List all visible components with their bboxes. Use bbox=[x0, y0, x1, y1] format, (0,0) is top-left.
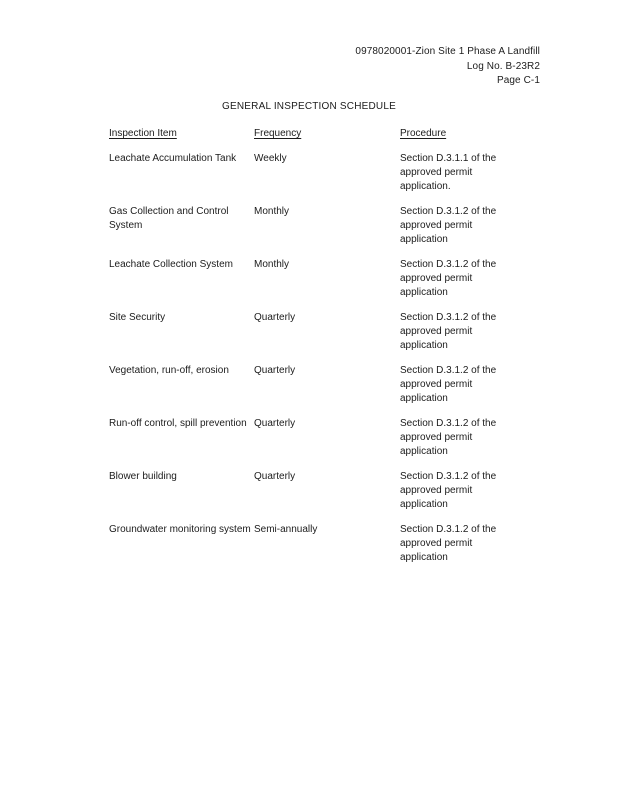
procedure-cell: Section D.3.1.2 of the approved permit application bbox=[400, 259, 497, 299]
column-header-frequency: Frequency bbox=[254, 128, 302, 139]
procedure-cell: Section D.3.1.2 of the approved permit application bbox=[400, 418, 497, 458]
inspection-item-cell: Blower building bbox=[109, 471, 177, 482]
frequency-cell: Monthly bbox=[254, 259, 290, 270]
table-row bbox=[109, 523, 539, 576]
inspection-item-cell: Groundwater monitoring system bbox=[109, 524, 251, 535]
document-id: 0978020001-Zion Site 1 Phase A Landfill bbox=[355, 46, 540, 57]
inspection-schedule-table bbox=[109, 127, 539, 576]
procedure-cell: Section D.3.1.2 of the approved permit application bbox=[400, 471, 497, 511]
document-header bbox=[355, 45, 540, 89]
table-row bbox=[109, 364, 539, 417]
table-row bbox=[109, 417, 539, 470]
column-header-inspection-item: Inspection Item bbox=[109, 128, 177, 139]
table-header-row bbox=[109, 127, 539, 152]
procedure-cell: Section D.3.1.1 of the approved permit application. bbox=[400, 153, 497, 193]
procedure-cell: Section D.3.1.2 of the approved permit application bbox=[400, 524, 497, 564]
frequency-cell: Quarterly bbox=[254, 312, 296, 323]
page-number: Page C-1 bbox=[496, 75, 540, 86]
table-row bbox=[109, 470, 539, 523]
table-row bbox=[109, 258, 539, 311]
frequency-cell: Quarterly bbox=[254, 365, 296, 376]
log-number: Log No. B-23R2 bbox=[466, 60, 540, 72]
table-row bbox=[109, 311, 539, 364]
column-header-procedure: Procedure bbox=[400, 128, 447, 139]
inspection-item-cell: Leachate Accumulation Tank bbox=[109, 153, 237, 164]
table-row bbox=[109, 152, 539, 205]
procedure-cell: Section D.3.1.2 of the approved permit application bbox=[400, 312, 497, 352]
frequency-cell: Quarterly bbox=[254, 418, 296, 429]
inspection-item-cell: Run-off control, spill prevention bbox=[109, 418, 247, 429]
inspection-item-cell: Vegetation, run-off, erosion bbox=[109, 365, 229, 376]
inspection-item-cell: Site Security bbox=[109, 312, 166, 323]
page-title: GENERAL INSPECTION SCHEDULE bbox=[222, 101, 396, 112]
procedure-cell: Section D.3.1.2 of the approved permit application bbox=[400, 206, 497, 246]
procedure-cell: Section D.3.1.2 of the approved permit application bbox=[400, 365, 497, 405]
table-row bbox=[109, 205, 539, 258]
inspection-item-cell: Gas Collection and Control System bbox=[109, 206, 229, 232]
frequency-cell: Semi-annually bbox=[254, 524, 318, 535]
frequency-cell: Quarterly bbox=[254, 471, 296, 482]
frequency-cell: Monthly bbox=[254, 206, 290, 217]
inspection-item-cell: Leachate Collection System bbox=[109, 259, 233, 270]
frequency-cell: Weekly bbox=[254, 153, 287, 164]
